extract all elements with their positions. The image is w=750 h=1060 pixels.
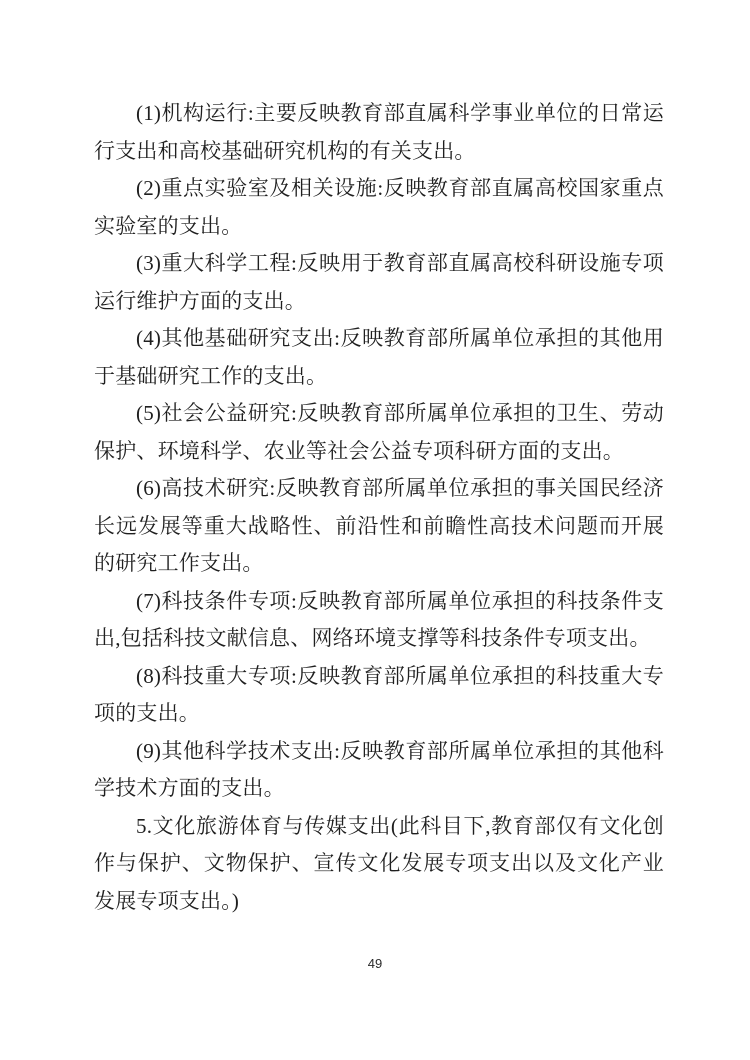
paragraph-section-5: 5.文化旅游体育与传媒支出(此科目下,教育部仅有文化创作与保护、文物保护、宣传文化发展专项支出以及文化产业发展专项支出。)	[94, 813, 664, 913]
paragraph-item-8: (8)科技重大专项:反映教育部所属单位承担的科技重大专项的支出。	[94, 663, 664, 725]
paragraph-item-3: (3)重大科学工程:反映用于教育部直属高校科研设施专项运行维护方面的支出。	[94, 251, 664, 313]
paragraph-item-6: (6)高技术研究:反映教育部所属单位承担的事关国民经济长远发展等重大战略性、前沿性和前瞻性高技术问题而开展的研究工作支出。	[94, 476, 664, 575]
paragraph-item-7: (7)科技条件专项:反映教育部所属单位承担的科技条件支出,包括科技文献信息、网络环境支撑等科技条件专项支出。	[94, 588, 664, 650]
paragraph-item-9: (9)其他科学技术支出:反映教育部所属单位承担的其他科学技术方面的支出。	[94, 738, 664, 800]
page-number: 49	[367, 956, 383, 971]
paragraph-item-4: (4)其他基础研究支出:反映教育部所属单位承担的其他用于基础研究工作的支出。	[94, 326, 664, 388]
paragraph-item-5: (5)社会公益研究:反映教育部所属单位承担的卫生、劳动保护、环境科学、农业等社会公益专项科研方面的支出。	[94, 401, 664, 463]
paragraph-item-1: (1)机构运行:主要反映教育部直属科学事业单位的日常运行支出和高校基础研究机构的有关支出。	[94, 101, 664, 163]
document-body	[94, 95, 664, 920]
paragraph-item-2: (2)重点实验室及相关设施:反映教育部直属高校国家重点实验室的支出。	[94, 176, 664, 238]
